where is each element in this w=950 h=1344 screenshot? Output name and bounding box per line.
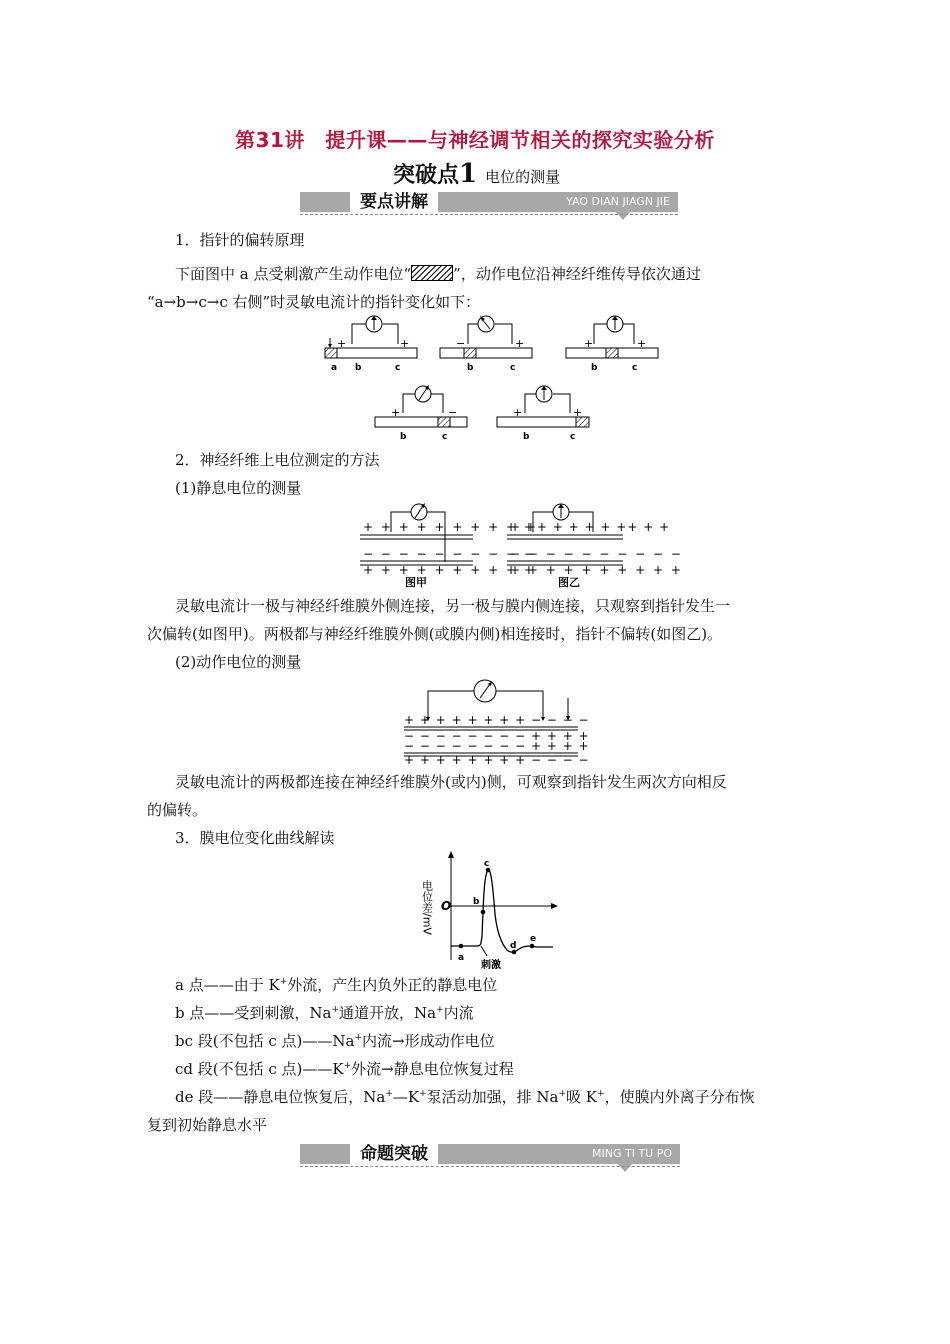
subheading-action: (2)动作电位的测量 bbox=[175, 653, 302, 671]
svg-text:c: c bbox=[510, 363, 516, 373]
svg-text:b: b bbox=[400, 432, 407, 442]
svg-text:c: c bbox=[395, 363, 401, 373]
banner-label: 命题突破 bbox=[350, 1143, 438, 1165]
svg-text:+ + + + + + + + + +: + + + + + + + + + + bbox=[510, 563, 683, 577]
svg-text:b: b bbox=[355, 363, 362, 373]
paragraph-1-line2: “a→b→c→c 右侧”时灵敏电流计的指针变化如下： bbox=[147, 293, 481, 311]
banner-key-points bbox=[300, 192, 678, 216]
fiber-diagram-5 bbox=[497, 386, 589, 442]
page-title: 第31讲 提升课——与神经调节相关的探究实验分析 bbox=[235, 128, 715, 152]
subtitle-number: 1 bbox=[459, 159, 478, 189]
paragraph-2-line1: 灵敏电流计一极与神经纤维膜外侧连接，另一极与膜内侧连接，只观察到指针发生一 bbox=[175, 597, 731, 615]
line-bc: bc 段(不包括 c 点)——Na+内流→形成动作电位 bbox=[175, 1032, 495, 1050]
svg-text:+ + + + + + + + + +: + + + + + + + + + + bbox=[363, 520, 536, 534]
svg-text:−: − bbox=[448, 406, 458, 419]
svg-text:+: + bbox=[400, 337, 410, 350]
svg-text:+ + + + + + + + − − − −: + + + + + + + + − − − − bbox=[404, 713, 590, 727]
line-a: a 点——由于 K+外流，产生内负外正的静息电位 bbox=[175, 976, 498, 994]
subheading-resting: (1)静息电位的测量 bbox=[175, 479, 302, 497]
hatched-box-icon bbox=[411, 265, 453, 281]
banner-pinyin: MING TI TU PO bbox=[591, 1147, 672, 1160]
subtitle-text: 电位的测量 bbox=[485, 168, 561, 186]
caption-jia: 图甲 bbox=[405, 576, 427, 589]
heading-2: 2．神经纤维上电位测定的方法 bbox=[175, 451, 380, 469]
svg-text:− − − − − − − − − −: − − − − − − − − − − bbox=[510, 547, 683, 561]
svg-text:c: c bbox=[442, 432, 448, 442]
line-b: b 点——受到刺激，Na+通道开放，Na+内流 bbox=[175, 1004, 474, 1022]
banner-problems bbox=[300, 1144, 680, 1168]
svg-text:− − − − − − − − − −: − − − − − − − − − − bbox=[363, 547, 536, 561]
stimulus-label: 刺激 bbox=[481, 960, 501, 971]
y-axis-label: 电位差/mV bbox=[420, 880, 434, 935]
svg-text:− − − − − − − − + + + +: − − − − − − − − + + + + bbox=[404, 739, 590, 753]
paragraph-1-line1: 下面图中 a 点受刺激产生动作电位“ ”，动作电位沿神经纤维传导依次通过 bbox=[175, 265, 701, 283]
banner-label: 要点讲解 bbox=[350, 191, 438, 213]
svg-text:+ + + + + + + + − − − −: + + + + + + + + − − − − bbox=[404, 753, 590, 767]
membrane-potential-chart bbox=[415, 848, 565, 972]
caption-yi: 图乙 bbox=[558, 576, 580, 589]
svg-text:c: c bbox=[484, 859, 490, 869]
heading-1: 1．指针的偏转原理 bbox=[175, 231, 305, 249]
line-cd: cd 段(不包括 c 点)——K+外流→静息电位恢复过程 bbox=[175, 1060, 514, 1078]
svg-text:a: a bbox=[458, 953, 465, 963]
svg-text:b: b bbox=[473, 897, 480, 907]
fiber-diagram-2 bbox=[440, 316, 532, 373]
svg-text:+: + bbox=[391, 406, 401, 419]
line-de-cont: 复到初始静息水平 bbox=[147, 1116, 268, 1134]
svg-text:+: + bbox=[584, 337, 594, 350]
line-de: de 段——静息电位恢复后，Na+—K+泵活动加强，排 Na+吸 K+，使膜内外离子分布恢 bbox=[175, 1088, 755, 1106]
resting-potential-figure bbox=[355, 496, 683, 590]
paragraph-2-line2: 次偏转(如图甲)。两极都与神经纤维膜外侧(或膜内侧)相连接时，指针不偏转(如图乙)。 bbox=[147, 625, 723, 643]
fiber-diagram-3 bbox=[566, 316, 658, 373]
paragraph-3-line1: 灵敏电流计的两极都连接在神经纤维膜外(或内)侧，可观察到指针发生两次方向相反 bbox=[175, 773, 727, 791]
heading-3: 3．膜电位变化曲线解读 bbox=[175, 829, 335, 847]
svg-text:+ + + + + + + + + +: + + + + + + + + + + bbox=[363, 563, 536, 577]
svg-text:e: e bbox=[530, 934, 537, 944]
svg-text:+: + bbox=[337, 337, 347, 350]
action-potential-figure bbox=[400, 676, 590, 767]
figure-yi bbox=[507, 504, 683, 589]
svg-text:−: − bbox=[456, 337, 466, 350]
subtitle-label: 突破点 bbox=[393, 163, 460, 188]
svg-text:a: a bbox=[331, 363, 338, 373]
svg-text:+: + bbox=[573, 406, 583, 419]
svg-text:c: c bbox=[632, 363, 638, 373]
banner-pinyin: YAO DIAN JIAGN JIE bbox=[566, 195, 670, 208]
fiber-diagram-1 bbox=[325, 316, 417, 373]
section-subtitle bbox=[393, 158, 560, 189]
svg-text:b: b bbox=[523, 432, 530, 442]
paragraph-3-line2: 的偏转。 bbox=[147, 801, 208, 819]
svg-text:+: + bbox=[513, 406, 523, 419]
svg-text:+: + bbox=[637, 337, 647, 350]
deflection-figure bbox=[310, 310, 680, 446]
svg-text:+: + bbox=[515, 337, 525, 350]
svg-text:d: d bbox=[510, 941, 517, 951]
svg-text:c: c bbox=[570, 432, 576, 442]
fiber-diagram-4 bbox=[375, 385, 467, 442]
svg-text:+ ++ + + + + ++ + +: + ++ + + + + ++ + + bbox=[510, 520, 671, 534]
origin-label: O bbox=[441, 899, 452, 913]
svg-text:b: b bbox=[467, 363, 474, 373]
svg-text:b: b bbox=[591, 363, 598, 373]
svg-text:− − − − − − − − + + + +: − − − − − − − − + + + + bbox=[404, 729, 590, 743]
